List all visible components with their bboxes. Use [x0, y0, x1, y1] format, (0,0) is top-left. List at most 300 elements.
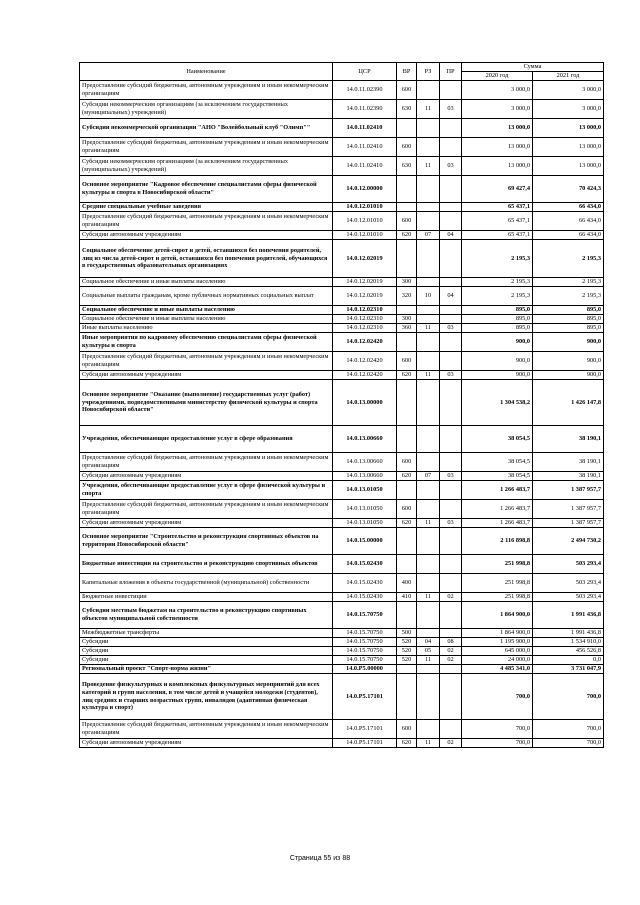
pr-cell — [440, 352, 462, 371]
sum-2020-cell: 1 266 483,7 — [462, 481, 533, 500]
sum-2020-cell: 13 000,0 — [462, 138, 533, 157]
vr-cell: 300 — [397, 315, 417, 324]
rz-cell: 11 — [417, 100, 440, 119]
table-row — [80, 453, 604, 472]
pr-cell — [440, 306, 462, 315]
pr-cell: 03 — [440, 371, 462, 380]
vr-cell — [397, 665, 417, 674]
sum-2021-cell: 3 000,0 — [533, 81, 604, 100]
pr-cell — [440, 481, 462, 500]
sum-2021-cell: 0,0 — [533, 656, 604, 665]
sum-2020-cell: 2 195,3 — [462, 287, 533, 306]
vr-cell: 620 — [397, 739, 417, 748]
pr-cell — [440, 81, 462, 100]
table-row — [80, 371, 604, 380]
table-row — [80, 574, 604, 593]
table-row — [80, 602, 604, 629]
table-row — [80, 656, 604, 665]
vr-cell: 600 — [397, 352, 417, 371]
pr-cell: 02 — [440, 656, 462, 665]
table-row — [80, 352, 604, 371]
table-row — [80, 278, 604, 287]
name-cell: Субсидии автономным учреждениям — [80, 231, 333, 240]
sum-2020-cell: 3 000,0 — [462, 100, 533, 119]
sum-2020-cell: 65 437,1 — [462, 231, 533, 240]
name-cell: Основное мероприятие "Кадровое обеспечение специалистами сферы физической культуры и спорта в Новосибирской области" — [80, 176, 333, 203]
csr-cell: 14.0.13.00000 — [333, 380, 397, 426]
rz-cell — [417, 426, 440, 453]
name-cell: Субсидии местным бюджетам на строительство и реконструкцию спортивных объектов муниципальной собственности — [80, 602, 333, 629]
sum-2021-cell: 895,0 — [533, 324, 604, 333]
rz-cell — [417, 665, 440, 674]
rz-cell — [417, 453, 440, 472]
vr-cell: 520 — [397, 638, 417, 647]
sum-2020-cell: 1 304 538,2 — [462, 380, 533, 426]
sum-2020-cell: 895,0 — [462, 306, 533, 315]
header-vr: ВР — [397, 63, 417, 81]
rz-cell — [417, 278, 440, 287]
csr-cell: 14.0.12.01010 — [333, 231, 397, 240]
sum-2020-cell: 700,0 — [462, 720, 533, 739]
table-body — [80, 81, 604, 748]
table-row — [80, 593, 604, 602]
vr-cell — [397, 528, 417, 555]
sum-2021-cell: 1 387 957,7 — [533, 481, 604, 500]
vr-cell: 630 — [397, 157, 417, 176]
sum-2021-cell: 503 293,4 — [533, 593, 604, 602]
sum-2021-cell: 1 991 436,8 — [533, 602, 604, 629]
name-cell: Субсидии некоммерческим организациям (за исключением государственных (муниципальных) учреждений) — [80, 100, 333, 119]
rz-cell: 04 — [417, 638, 440, 647]
csr-cell: 14.0.12.02420 — [333, 352, 397, 371]
sum-2021-cell: 456 526,8 — [533, 647, 604, 656]
sum-2020-cell: 1 864 900,0 — [462, 629, 533, 638]
table-row — [80, 81, 604, 100]
sum-2020-cell: 2 195,3 — [462, 240, 533, 278]
rz-cell: 07 — [417, 472, 440, 481]
table-row — [80, 138, 604, 157]
sum-2020-cell: 1 864 900,0 — [462, 602, 533, 629]
table-row — [80, 720, 604, 739]
rz-cell: 11 — [417, 593, 440, 602]
pr-cell — [440, 426, 462, 453]
table-row — [80, 528, 604, 555]
table-row — [80, 638, 604, 647]
pr-cell — [440, 453, 462, 472]
vr-cell: 600 — [397, 81, 417, 100]
vr-cell — [397, 203, 417, 212]
vr-cell: 600 — [397, 212, 417, 231]
sum-2020-cell: 38 054,5 — [462, 453, 533, 472]
sum-2021-cell: 13 000,0 — [533, 138, 604, 157]
csr-cell: 14.0.15.02430 — [333, 574, 397, 593]
csr-cell: 14.0.15.70750 — [333, 647, 397, 656]
table-row — [80, 555, 604, 574]
vr-cell: 620 — [397, 472, 417, 481]
sum-2021-cell: 2 195,3 — [533, 278, 604, 287]
sum-2021-cell: 700,0 — [533, 674, 604, 720]
sum-2020-cell: 895,0 — [462, 315, 533, 324]
name-cell: Субсидии автономным учреждениям — [80, 739, 333, 748]
sum-2020-cell: 251 998,8 — [462, 555, 533, 574]
sum-2021-cell: 66 434,0 — [533, 231, 604, 240]
csr-cell: 14.0.12.02310 — [333, 315, 397, 324]
sum-2021-cell: 1 387 957,7 — [533, 519, 604, 528]
name-cell: Субсидии автономным учреждениям — [80, 519, 333, 528]
budget-document — [79, 62, 603, 748]
vr-cell — [397, 674, 417, 720]
sum-2020-cell: 1 266 483,7 — [462, 500, 533, 519]
sum-2020-cell: 700,0 — [462, 674, 533, 720]
name-cell: Региональный проект "Спорт-норма жизни" — [80, 665, 333, 674]
table-row — [80, 481, 604, 500]
csr-cell: 14.0.12.02310 — [333, 306, 397, 315]
csr-cell: 14.0.12.02310 — [333, 324, 397, 333]
name-cell: Межбюджетные трансферты — [80, 629, 333, 638]
pr-cell — [440, 665, 462, 674]
pr-cell — [440, 380, 462, 426]
csr-cell: 14.0.11.02410 — [333, 138, 397, 157]
pr-cell — [440, 555, 462, 574]
name-cell: Предоставление субсидий бюджетным, автономным учреждениям и иным некоммерческим организациям — [80, 81, 333, 100]
sum-2020-cell: 900,0 — [462, 333, 533, 352]
pr-cell — [440, 240, 462, 278]
vr-cell: 520 — [397, 656, 417, 665]
vr-cell: 300 — [397, 278, 417, 287]
sum-2020-cell: 2 195,3 — [462, 278, 533, 287]
csr-cell: 14.0.12.02019 — [333, 240, 397, 278]
rz-cell — [417, 212, 440, 231]
sum-2020-cell: 4 485 341,0 — [462, 665, 533, 674]
sum-2020-cell: 13 000,0 — [462, 119, 533, 138]
name-cell: Капитальные вложения в объекты государственной (муниципальной) собственности — [80, 574, 333, 593]
csr-cell: 14.0.P5.17101 — [333, 674, 397, 720]
name-cell: Социальное обеспечение и иные выплаты населению — [80, 315, 333, 324]
vr-cell: 520 — [397, 647, 417, 656]
sum-2021-cell: 38 190,1 — [533, 453, 604, 472]
sum-2021-cell: 13 000,0 — [533, 119, 604, 138]
pr-cell: 03 — [440, 157, 462, 176]
csr-cell: 14.0.13.01050 — [333, 519, 397, 528]
csr-cell: 14.0.13.01050 — [333, 481, 397, 500]
rz-cell: 11 — [417, 371, 440, 380]
name-cell: Субсидии автономным учреждениям — [80, 371, 333, 380]
pr-cell — [440, 528, 462, 555]
table-row — [80, 119, 604, 138]
vr-cell: 360 — [397, 324, 417, 333]
name-cell: Предоставление субсидий бюджетным, автономным учреждениям и иным некоммерческим организациям — [80, 720, 333, 739]
table-row — [80, 519, 604, 528]
pr-cell — [440, 315, 462, 324]
rz-cell — [417, 176, 440, 203]
vr-cell: 320 — [397, 287, 417, 306]
csr-cell: 14.0.11.02410 — [333, 119, 397, 138]
vr-cell — [397, 176, 417, 203]
csr-cell: 14.0.12.01010 — [333, 203, 397, 212]
sum-2021-cell: 900,0 — [533, 333, 604, 352]
name-cell: Основное мероприятие "Оказание (выполнение) государственных услуг (работ) учреждениями, подведомственными министерству физической культуры и спорта Новосибирской области" — [80, 380, 333, 426]
table-row — [80, 157, 604, 176]
header-rz: РЗ — [417, 63, 440, 81]
csr-cell: 14.0.13.01050 — [333, 500, 397, 519]
sum-2021-cell: 900,0 — [533, 371, 604, 380]
csr-cell: 14.0.11.02390 — [333, 100, 397, 119]
sum-2021-cell: 1 426 147,8 — [533, 380, 604, 426]
sum-2020-cell: 645 000,0 — [462, 647, 533, 656]
rz-cell: 11 — [417, 519, 440, 528]
vr-cell — [397, 602, 417, 629]
vr-cell: 500 — [397, 629, 417, 638]
csr-cell: 14.0.12.00000 — [333, 176, 397, 203]
sum-2021-cell: 700,0 — [533, 739, 604, 748]
pr-cell — [440, 138, 462, 157]
name-cell: Учреждения, обеспечивающие предоставление услуг в сфере физической культуры и спорта — [80, 481, 333, 500]
name-cell: Иные выплаты населению — [80, 324, 333, 333]
pr-cell: 02 — [440, 647, 462, 656]
vr-cell: 600 — [397, 500, 417, 519]
rz-cell: 10 — [417, 287, 440, 306]
table-row — [80, 647, 604, 656]
sum-2020-cell: 3 000,0 — [462, 81, 533, 100]
sum-2021-cell: 13 000,0 — [533, 157, 604, 176]
csr-cell: 14.0.11.02410 — [333, 157, 397, 176]
sum-2021-cell: 895,0 — [533, 315, 604, 324]
rz-cell — [417, 602, 440, 629]
pr-cell — [440, 278, 462, 287]
table-row — [80, 629, 604, 638]
vr-cell — [397, 426, 417, 453]
pr-cell: 03 — [440, 100, 462, 119]
vr-cell: 620 — [397, 231, 417, 240]
table-row — [80, 315, 604, 324]
sum-2020-cell: 251 998,8 — [462, 574, 533, 593]
pr-cell — [440, 720, 462, 739]
sum-2021-cell: 503 293,4 — [533, 555, 604, 574]
csr-cell: 14.0.12.02019 — [333, 287, 397, 306]
vr-cell: 620 — [397, 371, 417, 380]
pr-cell: 02 — [440, 739, 462, 748]
name-cell: Социальное обеспечение и иные выплаты населению — [80, 278, 333, 287]
name-cell: Основное мероприятие "Строительство и реконструкция спортивных объектов на территории Новосибирской области" — [80, 528, 333, 555]
rz-cell — [417, 352, 440, 371]
table-row — [80, 739, 604, 748]
table-row — [80, 287, 604, 306]
csr-cell: 14.0.12.02420 — [333, 333, 397, 352]
rz-cell — [417, 528, 440, 555]
sum-2021-cell: 503 293,4 — [533, 574, 604, 593]
table-row — [80, 333, 604, 352]
rz-cell — [417, 203, 440, 212]
rz-cell — [417, 555, 440, 574]
rz-cell — [417, 315, 440, 324]
pr-cell: 04 — [440, 231, 462, 240]
sum-2020-cell: 900,0 — [462, 352, 533, 371]
sum-2021-cell: 700,0 — [533, 720, 604, 739]
sum-2020-cell: 24 000,0 — [462, 656, 533, 665]
pr-cell — [440, 176, 462, 203]
vr-cell: 630 — [397, 100, 417, 119]
rz-cell: 11 — [417, 739, 440, 748]
csr-cell: 14.0.15.70750 — [333, 602, 397, 629]
rz-cell: 05 — [417, 647, 440, 656]
csr-cell: 14.0.11.02390 — [333, 81, 397, 100]
sum-2021-cell: 2 195,3 — [533, 287, 604, 306]
csr-cell: 14.0.15.00000 — [333, 528, 397, 555]
csr-cell: 14.0.15.70750 — [333, 638, 397, 647]
pr-cell — [440, 674, 462, 720]
pr-cell — [440, 203, 462, 212]
table-row — [80, 306, 604, 315]
csr-cell: 14.0.13.00660 — [333, 453, 397, 472]
table-row — [80, 500, 604, 519]
rz-cell: 11 — [417, 656, 440, 665]
name-cell: Предоставление субсидий бюджетным, автономным учреждениям и иным некоммерческим организациям — [80, 500, 333, 519]
sum-2021-cell: 70 424,3 — [533, 176, 604, 203]
vr-cell: 600 — [397, 720, 417, 739]
table-row — [80, 176, 604, 203]
name-cell: Средние специальные учебные заведения — [80, 203, 333, 212]
vr-cell — [397, 119, 417, 138]
page-number: Страница 55 из 88 — [289, 855, 351, 862]
csr-cell: 14.0.P5.17101 — [333, 739, 397, 748]
sum-2020-cell: 38 054,5 — [462, 472, 533, 481]
rz-cell — [417, 333, 440, 352]
rz-cell — [417, 720, 440, 739]
pr-cell — [440, 602, 462, 629]
sum-2020-cell: 1 266 483,7 — [462, 519, 533, 528]
sum-2021-cell: 1 387 957,7 — [533, 500, 604, 519]
rz-cell — [417, 481, 440, 500]
header-sum: Сумма — [462, 63, 604, 72]
table-row — [80, 203, 604, 212]
vr-cell — [397, 333, 417, 352]
name-cell: Предоставление субсидий бюджетным, автономным учреждениям и иным некоммерческим организациям — [80, 138, 333, 157]
sum-2021-cell: 900,0 — [533, 352, 604, 371]
sum-2021-cell: 38 190,1 — [533, 472, 604, 481]
header-year-2020: 2020 год — [462, 72, 533, 81]
pr-cell: 08 — [440, 638, 462, 647]
vr-cell: 600 — [397, 453, 417, 472]
sum-2020-cell: 2 116 898,8 — [462, 528, 533, 555]
pr-cell — [440, 212, 462, 231]
sum-2020-cell: 895,0 — [462, 324, 533, 333]
csr-cell: 14.0.15.70750 — [333, 629, 397, 638]
sum-2021-cell: 3 000,0 — [533, 100, 604, 119]
rz-cell — [417, 629, 440, 638]
pr-cell — [440, 500, 462, 519]
csr-cell: 14.0.P5.00000 — [333, 665, 397, 674]
pr-cell: 02 — [440, 593, 462, 602]
rz-cell — [417, 380, 440, 426]
name-cell: Предоставление субсидий бюджетным, автономным учреждениям и иным некоммерческим организациям — [80, 212, 333, 231]
vr-cell — [397, 306, 417, 315]
table-row — [80, 212, 604, 231]
sum-2020-cell: 69 427,4 — [462, 176, 533, 203]
csr-cell: 14.0.13.00660 — [333, 426, 397, 453]
sum-2020-cell: 65 437,1 — [462, 203, 533, 212]
sum-2021-cell: 66 434,0 — [533, 212, 604, 231]
rz-cell — [417, 119, 440, 138]
table-row — [80, 100, 604, 119]
name-cell: Предоставление субсидий бюджетным, автономным учреждениям и иным некоммерческим организациям — [80, 352, 333, 371]
pr-cell: 04 — [440, 287, 462, 306]
name-cell: Бюджетные инвестиции — [80, 593, 333, 602]
name-cell: Социальное обеспечение и иные выплаты населению — [80, 306, 333, 315]
name-cell: Субсидии — [80, 647, 333, 656]
csr-cell: 14.0.15.70750 — [333, 656, 397, 665]
vr-cell — [397, 555, 417, 574]
sum-2021-cell: 2 494 730,2 — [533, 528, 604, 555]
vr-cell: 600 — [397, 138, 417, 157]
name-cell: Социальные выплаты гражданам, кроме публичных нормативных социальных выплат — [80, 287, 333, 306]
csr-cell: 14.0.12.02019 — [333, 278, 397, 287]
vr-cell — [397, 240, 417, 278]
budget-table — [79, 62, 604, 748]
rz-cell: 11 — [417, 324, 440, 333]
table-row — [80, 472, 604, 481]
header-name: Наименование — [80, 63, 333, 81]
name-cell: Социальное обеспечение детей-сирот и детей, оставшихся без попечения родителей, лиц из числа детей-сирот и детей, оставшихся без попечения родителей, обучающихся в государственных образовательных организациях — [80, 240, 333, 278]
pr-cell: 03 — [440, 324, 462, 333]
sum-2020-cell: 1 195 900,0 — [462, 638, 533, 647]
header-csr: ЦСР — [333, 63, 397, 81]
csr-cell: 14.0.12.02420 — [333, 371, 397, 380]
name-cell: Бюджетные инвестиции на строительство и реконструкцию спортивных объектов — [80, 555, 333, 574]
rz-cell — [417, 138, 440, 157]
csr-cell: 14.0.P5.17101 — [333, 720, 397, 739]
sum-2021-cell: 38 190,1 — [533, 426, 604, 453]
sum-2020-cell: 13 000,0 — [462, 157, 533, 176]
csr-cell: 14.0.12.01010 — [333, 212, 397, 231]
name-cell: Субсидии — [80, 656, 333, 665]
rz-cell — [417, 81, 440, 100]
rz-cell: 07 — [417, 231, 440, 240]
vr-cell: 620 — [397, 519, 417, 528]
pr-cell: 03 — [440, 519, 462, 528]
header-year-2021: 2021 год — [533, 72, 604, 81]
pr-cell: 03 — [440, 472, 462, 481]
rz-cell — [417, 306, 440, 315]
csr-cell: 14.0.15.02430 — [333, 555, 397, 574]
vr-cell — [397, 481, 417, 500]
table-row — [80, 380, 604, 426]
vr-cell — [397, 380, 417, 426]
vr-cell: 400 — [397, 574, 417, 593]
sum-2020-cell: 700,0 — [462, 739, 533, 748]
sum-2020-cell: 65 437,1 — [462, 212, 533, 231]
pr-cell — [440, 333, 462, 352]
sum-2021-cell: 1 991 436,8 — [533, 629, 604, 638]
sum-2020-cell: 900,0 — [462, 371, 533, 380]
table-row — [80, 324, 604, 333]
sum-2021-cell: 3 731 047,9 — [533, 665, 604, 674]
name-cell: Субсидии — [80, 638, 333, 647]
header-pr: ПР — [440, 63, 462, 81]
sum-2021-cell: 895,0 — [533, 306, 604, 315]
name-cell: Субсидии некоммерческим организациям (за исключением государственных (муниципальных) учреждений) — [80, 157, 333, 176]
sum-2021-cell: 66 434,0 — [533, 203, 604, 212]
pr-cell — [440, 629, 462, 638]
rz-cell: 11 — [417, 157, 440, 176]
table-row — [80, 426, 604, 453]
name-cell: Учреждения, обеспечивающие предоставление услуг в сфере образования — [80, 426, 333, 453]
rz-cell — [417, 674, 440, 720]
sum-2020-cell: 251 998,8 — [462, 593, 533, 602]
name-cell: Предоставление субсидий бюджетным, автономным учреждениям и иным некоммерческим организациям — [80, 453, 333, 472]
sum-2020-cell: 38 054,5 — [462, 426, 533, 453]
pr-cell — [440, 119, 462, 138]
rz-cell — [417, 240, 440, 278]
